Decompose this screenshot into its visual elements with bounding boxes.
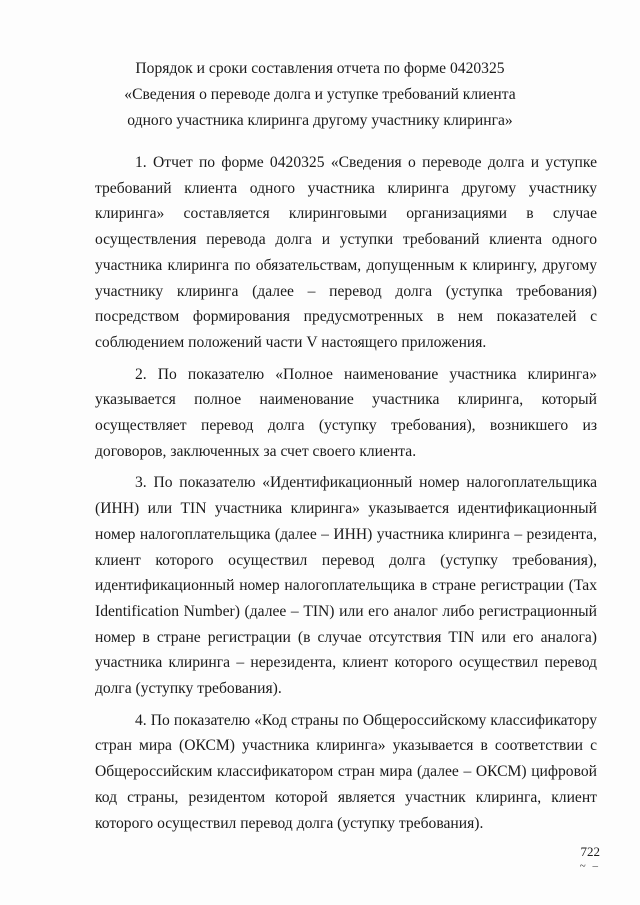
paragraph-4: 4. По показателю «Код страны по Общероссийскому классификатору стран мира (ОКСМ) участника клиринга» указывается в соответствии с Общероссийским классификатором стран мира (далее – ОКСМ) цифровой код страны, резидентом которой является участник клиринга, клиент которого осуществил перевод долга (уступку требования). — [95, 711, 597, 832]
document-body — [95, 150, 597, 842]
title-line-3: одного участника клиринга другому участнику клиринга» — [127, 112, 513, 129]
page-number-block — [580, 845, 600, 873]
paragraph-1: 1. Отчет по форме 0420325 «Сведения о переводе долга и уступке требований клиента одного участника клиринга другому участнику клиринга» составляется клиринговыми организациями в случае осуществления перевода долга и уступки требований клиента одного участника клиринга по обязательствам, допущенным к клирингу, другому участнику клиринга (далее – перевод долга (уступка требования) посредством формирования предусмотренных в нем показателей с соблюдением положений части V настоящего приложения. — [95, 154, 597, 351]
title-line-1: Порядок и сроки составления отчета по форме 0420325 — [135, 60, 505, 77]
paragraph-3: 3. По показателю «Идентификационный номер налогоплательщика (ИНН) или TIN участника клиринга» указывается идентификационный номер налогоплательщика (далее – ИНН) участника клиринга – резидента, клиент которого осуществил перевод долга (уступку требования), идентификационный номер налогоплательщика в стране регистрации (Tax Identification Number) (далее – TIN) или его аналог либо регистрационный номер в стране регистрации (в случае отсутствия TIN или его аналога) участника клиринга – нерезидента, клиент которого осуществил перевод долга (уступку требования). — [95, 474, 597, 698]
page-mark: ~ – — [579, 860, 600, 872]
paragraph-2: 2. По показателю «Полное наименование участника клиринга» указывается полное наименование участника клиринга, который осуществляет перевод долга (уступку требования), возникшего из договоров, заключенных за счет своего клиента. — [95, 365, 597, 460]
title-line-2: «Сведения о переводе долга и уступке требований клиента — [124, 86, 516, 103]
page-number: 722 — [580, 844, 600, 859]
document-title — [60, 56, 580, 134]
